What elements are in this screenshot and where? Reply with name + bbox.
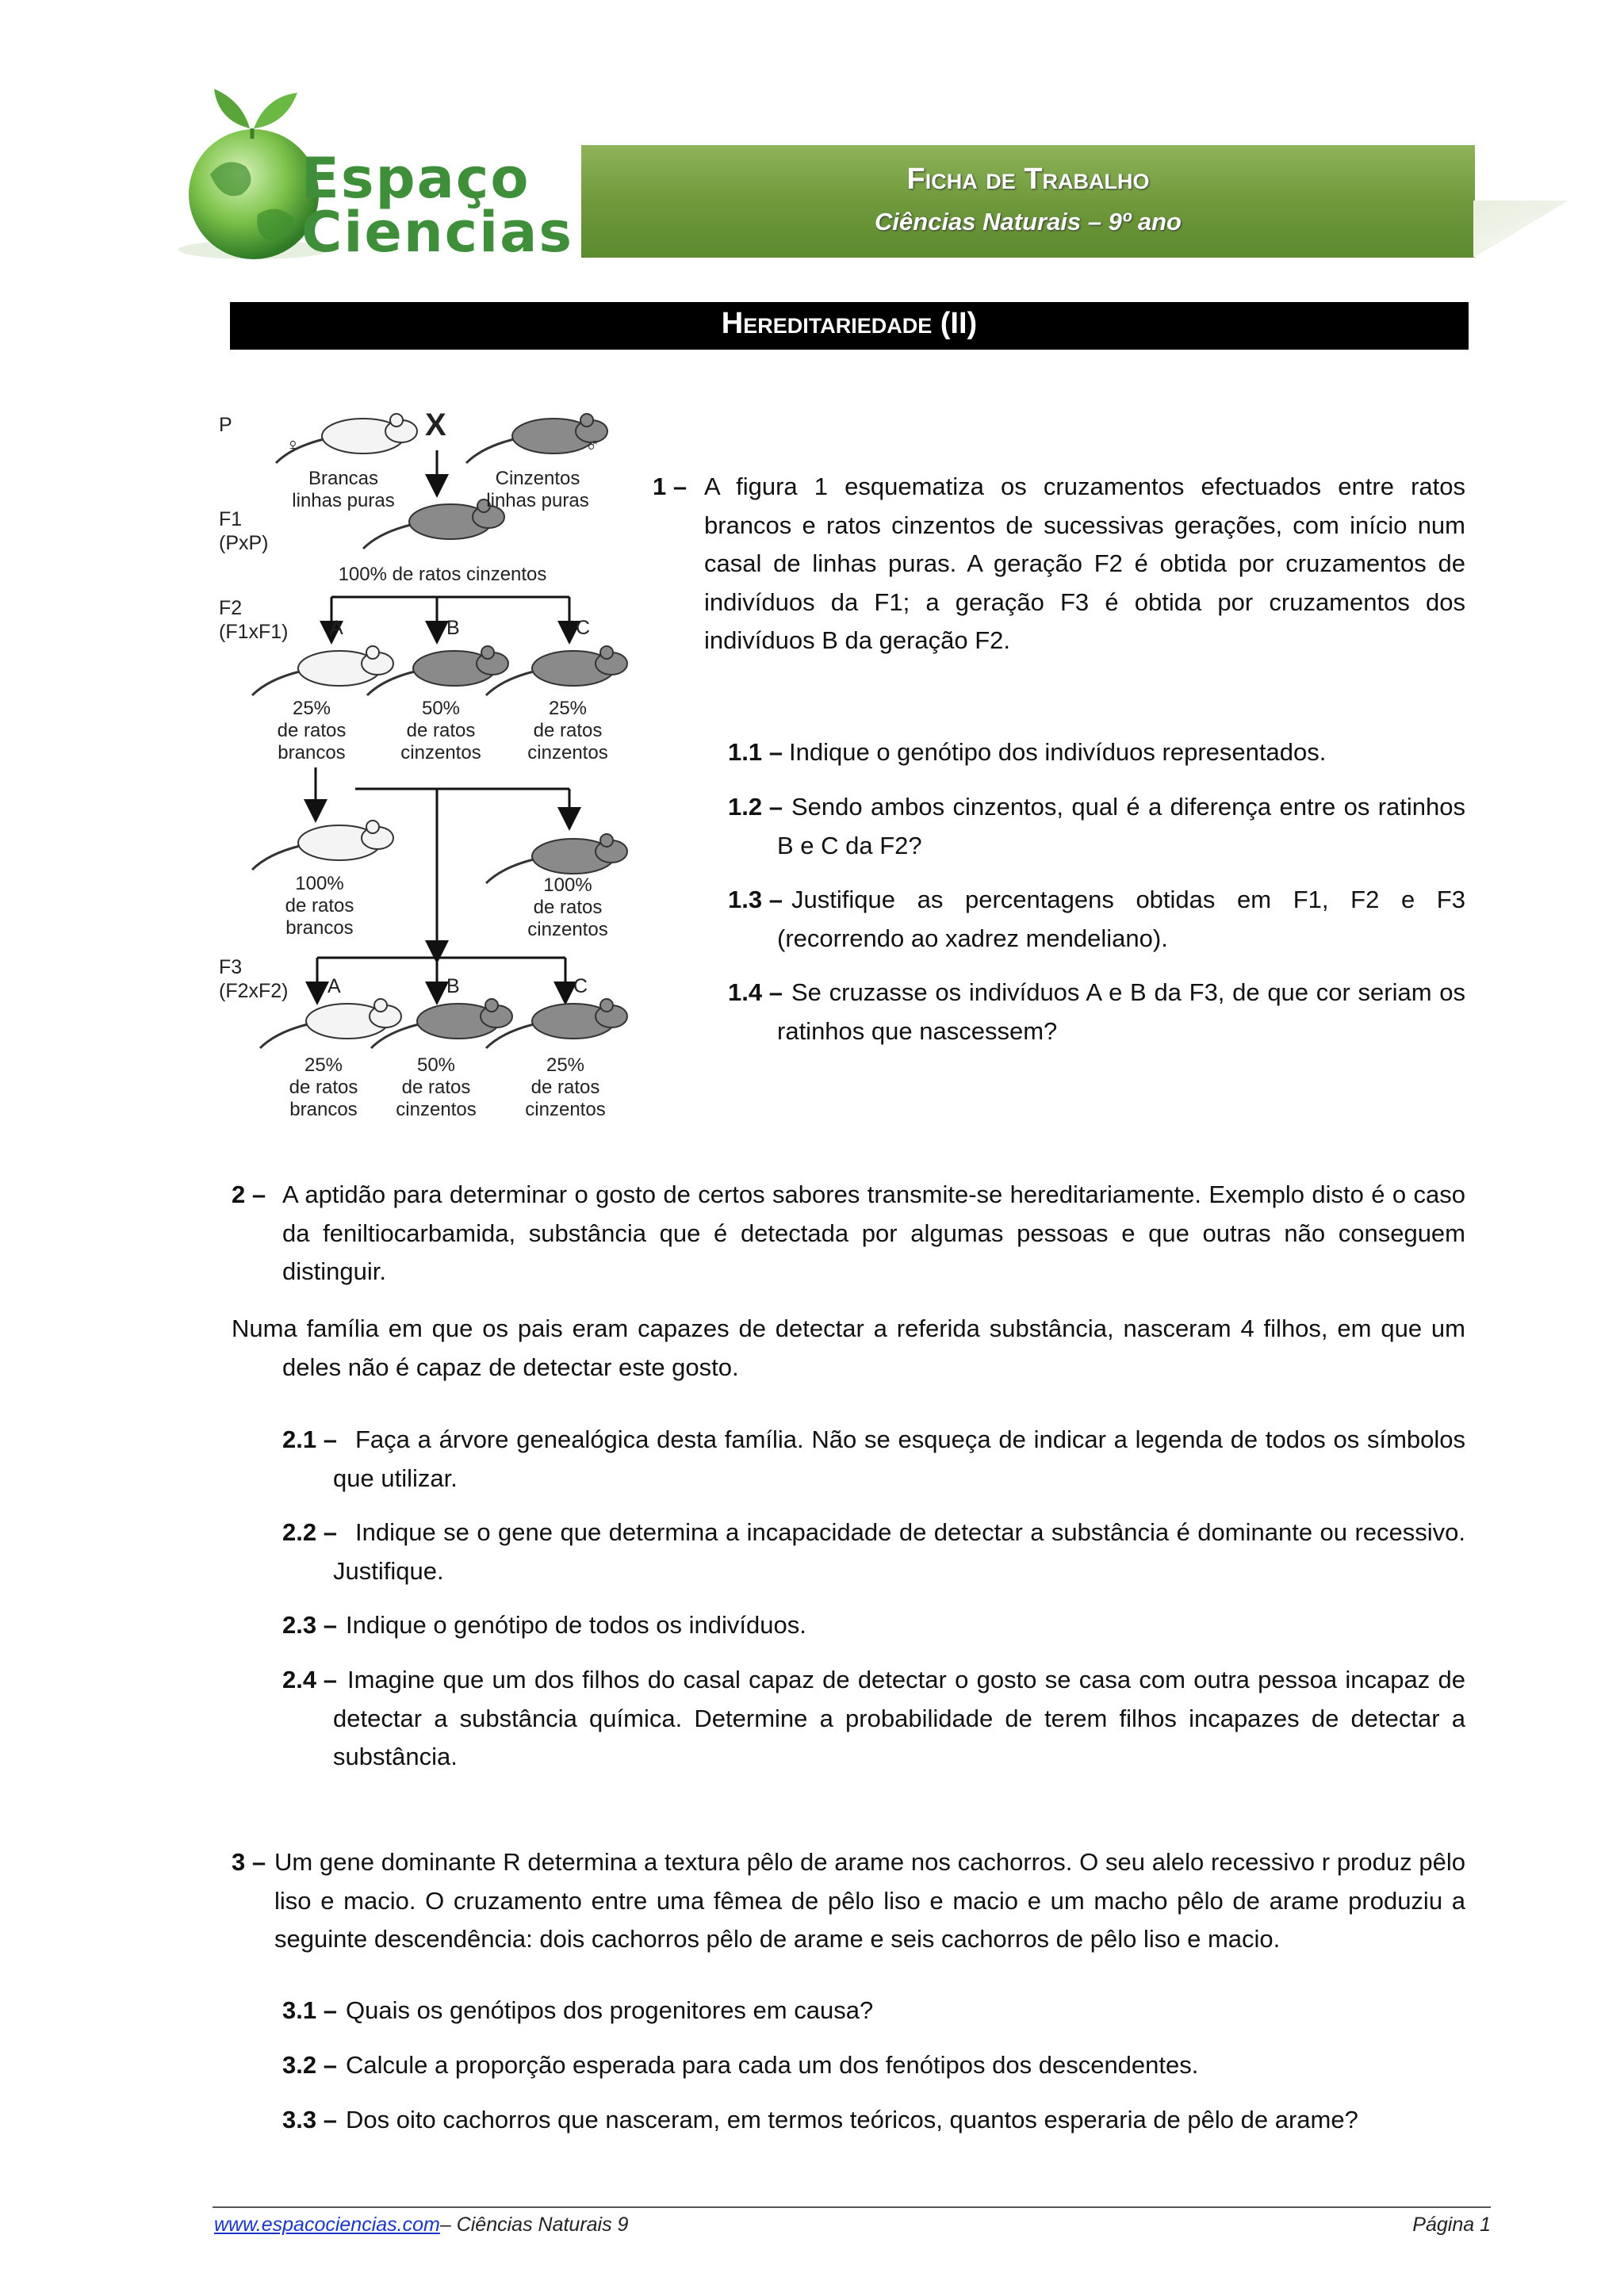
q2-context: Numa família em que os pais eram capazes de detectar a referida substância, nasceram 4 filhos, em que um deles não é capaz de detectar este gosto. [232,1314,1465,1381]
q3-2-number: 3.2 – [282,2051,337,2079]
f3-cross: (F2xF2) [219,980,289,1002]
q2-3-number: 2.3 – [282,1611,337,1639]
q2-2-text: Indique se o gene que determina a incapacidade de detectar a substância é dominante ou recessivo. Justifique. [333,1518,1465,1585]
result-percent: 100% [295,873,344,894]
q1-1-text: Indique o genótipo dos indivíduos representados. [789,738,1327,766]
f2-result-b [393,698,488,764]
result-line: de ratos [277,720,347,741]
header-banner-tail [1473,201,1568,258]
footer-website-link[interactable]: www.espacociencias.com [214,2214,440,2236]
white-mouse-icon [252,821,393,870]
result-percent: 25% [546,1054,585,1076]
white-mouse-icon [252,646,393,695]
result-line: de ratos [530,1077,600,1098]
result-colour: cinzentos [525,1099,606,1120]
q1-3-text: Justifique as percentagens obtidas em F1, F2 e F3 (recorrendo ao xadrez mendeliano). [777,886,1465,952]
result-colour: cinzentos [400,742,481,763]
q2-4-text: Imagine que um dos filhos do casal capaz de detectar o gosto se casa com outra pessoa incapaz de detectar a substância química. Determine a probabilidade de terem filhos incapazes de detectar a substância. [333,1666,1465,1770]
cross-symbol: X [425,408,446,442]
grey-parents-label [478,468,597,512]
f2-label: F2 [219,597,243,619]
q3-text: Um gene dominante R determina a textura pêlo de arame nos cachorros. O seu alelo recessivo r produz pêlo liso e macio. O cruzamento entre uma fêmea de pêlo liso e macio e um macho pêlo de arame produziu a seguinte descendência: dois cachorros pêlo de arame e seis cachorros de pêlo liso e macio. [274,1848,1465,1953]
f3-label: F3 [219,956,243,978]
q2-2-number: 2.2 – [282,1518,337,1546]
f2-cross: (F1xF1) [219,621,289,643]
result-percent: 25% [292,698,331,719]
q2-text: A aptidão para determinar o gosto de certos sabores transmite-se hereditariamente. Exemplo disto é o caso da feniltiocarbamida, substância que é detectada por algumas pessoas e que outras não conseguem distinguir. [282,1181,1465,1285]
white-parents-label [284,468,403,512]
q2-1-number: 2.1 – [282,1425,337,1453]
q1-3-number: 1.3 – [728,886,783,913]
result-line: de ratos [406,720,476,741]
logo-text-line2: Ciencias [301,200,574,265]
p-label: P [219,414,232,436]
q3-1-text: Quais os genótipos dos progenitores em causa? [346,1996,874,2024]
q3-3-text: Dos oito cachorros que nasceram, em termos teóricos, quantos esperaria de pêlo de arame? [346,2106,1358,2133]
q3-1-number: 3.1 – [282,1996,337,2024]
f2-result-c [520,698,615,764]
f3-letter-b: B [446,975,460,997]
f3-result-b [389,1054,484,1121]
q1-text: A figura 1 esquematiza os cruzamentos efectuados entre ratos brancos e ratos cinzentos de sucessivas gerações, com início num casal de linhas puras. A geração F2 é obtida por cruzamentos de indivíduos da F1; a geração F3 é obtida por cruzamentos dos indivíduos B da geração F2. [704,473,1465,654]
result-colour: brancos [289,1099,358,1120]
result-percent: 25% [548,698,588,719]
mid-result-grey [520,874,615,941]
f1-result: 100% de ratos cinzentos [338,564,547,585]
footer-course: – Ciências Naturais 9 [439,2214,629,2236]
result-line: de ratos [285,895,354,916]
q1-4-number: 1.4 – [728,978,783,1006]
q1-1-number: 1.1 – [728,738,783,766]
f2-result-a [268,698,355,764]
result-colour: cinzentos [527,742,608,763]
f3-result-a [280,1054,367,1121]
result-line: de ratos [533,897,603,918]
q2-number: 2 – [232,1181,266,1208]
white-parents-line1: Brancas [308,468,379,489]
q1-2-text: Sendo ambos cinzentos, qual é a diferença entre os ratinhos B e C da F2? [777,793,1465,859]
result-colour: brancos [285,917,354,939]
grey-parents-line1: Cinzentos [495,468,580,489]
footer-left [214,2214,628,2237]
result-colour: brancos [278,742,346,763]
q3-2-text: Calcule a proporção esperada para cada um dos fenótipos dos descendentes. [346,2051,1199,2079]
white-parents-line2: linhas puras [292,490,395,511]
f3-result-c [518,1054,613,1121]
result-line: de ratos [289,1077,358,1098]
cross-figure [213,403,633,1132]
topic-title: Hereditariedade (II) [721,307,978,340]
sheet-title: Ficha de Trabalho [906,163,1150,196]
sheet-subtitle: Ciências Naturais – 9º ano [875,208,1182,235]
result-colour: cinzentos [396,1099,477,1120]
result-percent: 50% [416,1054,456,1076]
q3-number: 3 – [232,1848,266,1876]
result-line: de ratos [533,720,603,741]
male-symbol: ♂ [585,434,600,457]
logo-text-line1: Espaço [301,146,530,211]
grey-parents-line2: linhas puras [486,490,589,511]
grey-mouse-icon [486,646,627,695]
f3-letter-c: C [573,975,588,997]
footer-page-number: Página 1 [1412,2214,1491,2236]
q2-3-text: Indique o genótipo de todos os indivíduos. [346,1611,806,1639]
result-percent: 50% [421,698,461,719]
f2-letter-a: A [330,617,343,639]
q2-4-number: 2.4 – [282,1666,337,1693]
footer-divider [213,2206,1491,2208]
result-percent: 100% [543,874,592,896]
result-colour: cinzentos [527,919,608,940]
q1-4-text: Se cruzasse os indivíduos A e B da F3, de que cor seriam os ratinhos que nascessem? [777,978,1465,1045]
result-percent: 25% [304,1054,343,1076]
q3-3-number: 3.3 – [282,2106,337,2133]
q1-number: 1 – [653,473,688,500]
mid-result-white [276,873,363,939]
f2-letter-c: C [576,617,591,639]
cross-diagram [213,403,633,1132]
f3-letter-a: A [327,975,341,997]
f2-letter-b: B [446,617,460,639]
result-line: de ratos [401,1077,471,1098]
f1-label: F1 [219,508,243,530]
q1-2-number: 1.2 – [728,793,783,821]
female-symbol: ♀ [285,434,301,457]
q2-1-text: Faça a árvore genealógica desta família. Não se esqueça de indicar a legenda de todos os símbolos que utilizar. [333,1425,1465,1492]
f1-cross: (PxP) [219,532,269,554]
